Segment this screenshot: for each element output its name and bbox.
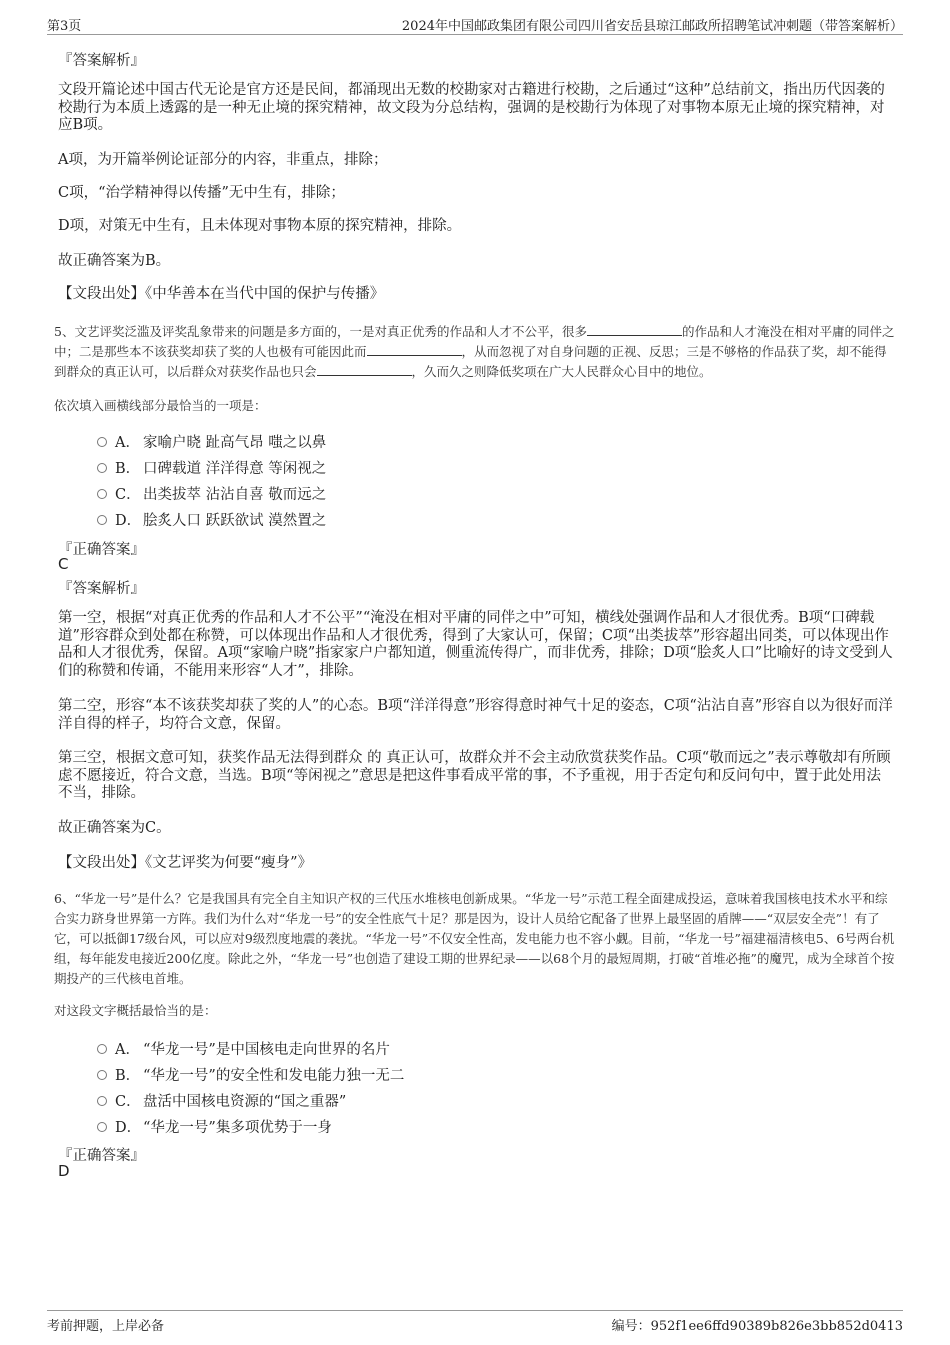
q4-source: 【文段出处】《中华善本在当代中国的保护与传播》 <box>58 286 385 302</box>
q5-question <box>54 322 898 382</box>
q4-conclusion: 故正确答案为B。 <box>58 253 171 269</box>
q6-option-a[interactable]: A． “华龙一号”是中国核电走向世界的名片 <box>97 1038 390 1058</box>
radio-icon[interactable] <box>97 489 107 499</box>
radio-icon[interactable] <box>97 1044 107 1054</box>
page-header <box>47 14 903 35</box>
page-footer <box>47 1310 903 1333</box>
q4-option-a-note: A项，为开篇举例论证部分的内容，非重点，排除； <box>58 152 388 168</box>
q5-option-c[interactable]: C． 出类拔萃 沾沾自喜 敬而远之 <box>97 483 326 503</box>
analysis-tag: 『答案解析』 <box>58 53 145 69</box>
footer-slogan: 考前押题，上岸必备 <box>47 1319 165 1334</box>
q5-text-1: 5、文艺评奖泛滥及评奖乱象带来的问题是多方面的，一是对真正优秀的作品和人才不公平，很多 <box>54 324 587 339</box>
q5-answer: C <box>58 555 69 573</box>
document-title: 2024年中国邮政集团有限公司四川省安岳县琼江邮政所招聘笔试冲刺题（带答案解析） <box>401 19 903 34</box>
radio-icon[interactable] <box>97 515 107 525</box>
page-number: 第3页 <box>47 19 82 34</box>
document-id: 编号：952f1ee6ffd90389b826e3bb852d0413 <box>611 1319 903 1334</box>
q4-analysis: 文段开篇论述中国古代无论是官方还是民间，都涌现出无数的校勘家对古籍进行校勘，之后通过“这种”总结前文，指出历代因袭的校勘行为本质上透露的是一种无止境的探究精神，故文段为分总结构，强调的是校勘行为体现了对事物本原无止境的探究精神，对应B项。 <box>58 82 885 133</box>
q5-option-b[interactable]: B． 口碑载道 洋洋得意 等闲视之 <box>97 457 326 477</box>
analysis-tag: 『答案解析』 <box>58 581 145 597</box>
q5-option-d[interactable]: D． 脍炙人口 跃跃欲试 漠然置之 <box>97 509 326 529</box>
q5-analysis-3: 第三空，根据文意可知，获奖作品无法得到群众 的 真正认可，故群众并不会主动欣赏获奖作品。C项“敬而远之”表示尊敬却有所顾虑不愿接近，符合文意，当选。B项“等闲视之”意思是把这件事看成平常的事，不予重视，用于否定句和反问句中，置于此处用法不当，排除。 <box>58 750 891 801</box>
blank-1 <box>587 323 682 336</box>
q6-prompt: 对这段文字概括最恰当的是： <box>54 1003 217 1018</box>
q5-option-a[interactable]: A． 家喻户晓 趾高气昂 嗤之以鼻 <box>97 431 326 451</box>
radio-icon[interactable] <box>97 1070 107 1080</box>
q5-text-3: ，从而忽视了对自身问题的正视、反思；三是不够格的作品获了奖，却不能得到群众的真正认可，以后群众对获奖作品也只会 <box>54 344 887 379</box>
blank-2 <box>367 343 462 356</box>
q5-conclusion: 故正确答案为C。 <box>58 820 171 836</box>
q5-text-2: 的作品和人才淹没在相对平庸的同伴之中；二是那些本不该获奖却获了奖的人也极有可能因此而 <box>54 324 895 359</box>
q4-option-d-note: D项，对策无中生有，且未体现对事物本原的探究精神，排除。 <box>58 218 462 234</box>
radio-icon[interactable] <box>97 437 107 447</box>
q5-analysis-2: 第二空，形容“本不该获奖却获了奖的人”的心态。B项“洋洋得意”形容得意时神气十足的姿态，C项“沾沾自喜”形容自以为很好而洋洋自得的样子，均符合文意，保留。 <box>58 698 893 732</box>
blank-3 <box>317 363 412 376</box>
correct-answer-tag: 『正确答案』 <box>58 1148 145 1164</box>
radio-icon[interactable] <box>97 463 107 473</box>
radio-icon[interactable] <box>97 1096 107 1106</box>
radio-icon[interactable] <box>97 1122 107 1132</box>
correct-answer-tag: 『正确答案』 <box>58 542 145 558</box>
q6-option-c[interactable]: C． 盘活中国核电资源的“国之重器” <box>97 1090 346 1110</box>
q6-option-d[interactable]: D． “华龙一号”集多项优势于一身 <box>97 1116 332 1136</box>
q6-question: 6、“华龙一号”是什么？它是我国具有完全自主知识产权的三代压水堆核电创新成果。“华龙一号”示范工程全面建成投运，意味着我国核电技术水平和综合实力跻身世界第一方阵。我们为什么对“华龙一号”的安全性底气十足？那是因为，设计人员给它配备了世界上最坚固的盾牌——“双层安全壳”！有了它，可以抵御17级台风，可以应对9级烈度地震的袭扰。“华龙一号”不仅安全性高，发电能力也不容小觑。目前，“华龙一号”福建福清核电5、6号两台机组，每年能发电接近200亿度。除此之外，“华龙一号”也创造了建设工期的世界纪录——以68个月的最短周期，打破“首堆必拖”的魔咒，成为全球首个按期投产的三代核电首堆。 <box>54 891 895 986</box>
q5-source: 【文段出处】《文艺评奖为何要“瘦身”》 <box>58 855 313 871</box>
q5-analysis-1: 第一空，根据“对真正优秀的作品和人才不公平”“淹没在相对平庸的同伴之中”可知，横线处强调作品和人才很优秀。B项“口碑载道”形容群众到处都在称赞，可以体现出作品和人才很优秀，得到了大家认可，保留；C项“出类拔萃”形容超出同类，可以体现出作品和人才很优秀，保留。A项“家喻户晓”指家家户户都知道，侧重流传得广，而非优秀，排除；D项“脍炙人口”比喻好的诗文受到人们的称赞和传诵，不能用来形容“人才”，排除。 <box>58 610 893 679</box>
q6-option-b[interactable]: B． “华龙一号”的安全性和发电能力独一无二 <box>97 1064 404 1084</box>
q5-text-4: ，久而久之则降低奖项在广大人民群众心目中的地位。 <box>411 364 712 379</box>
q4-option-c-note: C项，“治学精神得以传播”无中生有，排除； <box>58 185 345 201</box>
q6-answer: D <box>58 1162 70 1180</box>
q5-prompt: 依次填入画横线部分最恰当的一项是： <box>54 398 267 413</box>
